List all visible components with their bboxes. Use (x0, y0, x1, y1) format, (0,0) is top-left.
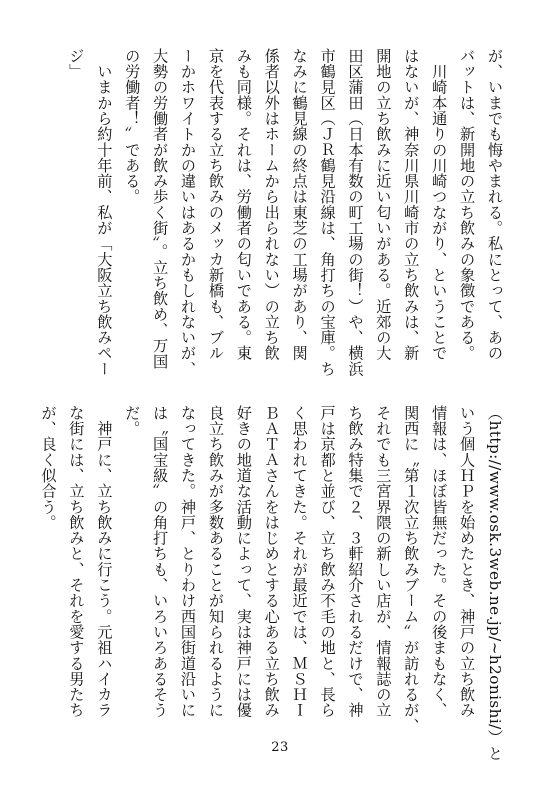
text-line: 開地の立ち飲みに近い匂いがある。近郊の大 (374, 48, 393, 361)
text-line: 京を代表する立ち飲みのメッカ新橋も、ブル (206, 48, 225, 361)
text-line: だ。 (123, 405, 142, 437)
text-line: 神戸に、立ち飲みに行こう。元祖ハイカラ (95, 405, 114, 718)
text-line: みも同様。それは、労働者の匂いである。東 (234, 48, 253, 361)
text-line: く思われてきた。それが最近では、ＭＳＨＩ (290, 405, 309, 718)
text-line: ーかホワイトかの違いはあるかもしれないが、 (179, 48, 198, 377)
text-line: いう個人ＨＰを始めたとき、神戸の立ち飲み (458, 405, 477, 718)
text-line: 田区蒲田（日本有数の町工場の街！）や、横浜 (346, 48, 365, 377)
text-line: が、良く似合う。 (39, 405, 58, 531)
text-line: ジ」 (67, 48, 86, 80)
text-line: 係者以外はホームから出られない）の立ち飲 (262, 48, 281, 361)
text-line: が、いまでも悔やまれる。私にとって、あの (486, 48, 504, 361)
text-line: 良立ち飲みが多数あることが知られるように (206, 405, 225, 718)
text-line: 川崎本通りの川崎つながり、ということで (430, 48, 449, 361)
text-line: な街には、立ち飲みと、それを愛する男たち (67, 405, 86, 718)
text-line: 情報は、ほぼ皆無だった。その後まもなく、 (430, 405, 449, 718)
text-line: 好きの地道な活動によって、実は神戸には優 (234, 405, 253, 718)
text-line: ち飲み特集で２、３軒紹介されるだけで、神 (346, 405, 365, 718)
text-line: 戸は京都と並び、立ち飲み不毛の地と、長ら (318, 405, 337, 718)
text-column-top (54, 48, 508, 392)
text-line: 大勢の労働者が飲み歩く街〟。立ち飲め、万国 (151, 48, 170, 370)
text-line: は〝国宝級〟の角打ちも、いろいろあるそう (151, 405, 170, 718)
text-line: なってきた。神戸、とりわけ西国街道沿いに (179, 405, 198, 718)
text-line: はないが、神奈川県川崎市の立ち飲みは、新 (402, 48, 421, 361)
text-line: 関西に〝第１次立ち飲みブーム〟が訪れるが、 (402, 405, 421, 734)
text-line: なみに鶴見線の終点は東芝の工場があり、関 (290, 48, 309, 361)
page-number: 23 (271, 740, 289, 755)
text-line: （http://www.osk.3web.ne.jp/~h2onishi/）と (486, 405, 504, 762)
text-line: いまから約十年前、私が「大阪立ち飲みペー (95, 48, 114, 377)
text-column-bottom (39, 405, 508, 762)
text-line: 市鶴見区（ＪＲ鶴見沿線は、角打ちの宝庫。ち (318, 48, 337, 377)
text-line: それでも三宮界隈の新しい店が、情報誌の立 (374, 405, 393, 718)
text-line: バットは、新開地の立ち飲みの象徴である。 (458, 48, 477, 361)
text-line: の労働者！〟である。 (123, 48, 142, 205)
text-line: ＢＡＴＡさんをはじめとする心ある立ち飲み (262, 405, 281, 718)
